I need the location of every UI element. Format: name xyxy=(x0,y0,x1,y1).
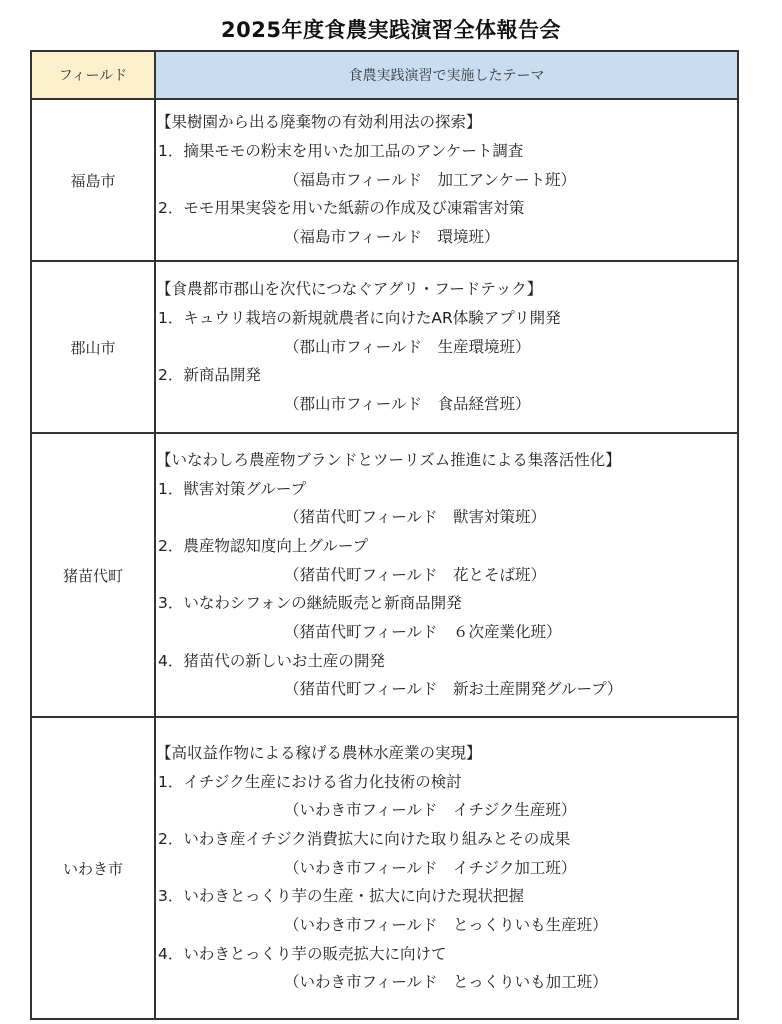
item-team: （いわき市フィールド とっくりいも生産班） xyxy=(284,916,608,935)
item-team: （郡山市フィールド 生産環境班） xyxy=(284,337,531,356)
report-table xyxy=(30,50,739,1020)
field-cell: いわき市 xyxy=(31,717,155,1019)
field-cell: 猪苗代町 xyxy=(31,433,155,717)
theme-heading: 【果樹園から出る廃棄物の有効利用法の探索】 xyxy=(156,113,482,132)
item-team: （福島市フィールド 加工アンケート班） xyxy=(284,170,577,189)
item-team: （猪苗代町フィールド 新お土産開発グループ） xyxy=(284,680,623,699)
theme-cell xyxy=(155,261,738,433)
item-title: 1．獣害対策グループ xyxy=(158,479,307,498)
item-title: 4．いわきとっくり芋の販売拡大に向けて xyxy=(158,944,447,963)
item-team: （福島市フィールド 環境班） xyxy=(284,228,500,247)
item-team: （いわき市フィールド とっくりいも加工班） xyxy=(284,973,608,992)
header-theme: 食農実践演習で実施したテーマ xyxy=(155,51,738,99)
item-team: （郡山市フィールド 食品経営班） xyxy=(284,395,531,414)
theme-cell xyxy=(155,717,738,1019)
item-title: 2．いわき産イチジク消費拡大に向けた取り組みとその成果 xyxy=(158,829,571,848)
table-row xyxy=(31,717,738,1019)
page-title: 2025年度食農実践演習全体報告会 xyxy=(221,18,561,42)
item-title: 1．キュウリ栽培の新規就農者に向けたAR体験アプリ開発 xyxy=(158,308,561,327)
table-row xyxy=(31,433,738,717)
table-header-row xyxy=(31,51,738,99)
theme-heading: 【いなわしろ農産物ブランドとツーリズム推進による集落活性化】 xyxy=(156,450,621,469)
item-title: 3．いわきとっくり芋の生産・拡大に向けた現状把握 xyxy=(158,887,525,906)
theme-cell xyxy=(155,99,738,261)
item-team: （猪苗代町フィールド 獣害対策班） xyxy=(284,508,546,527)
theme-heading: 【高収益作物による稼げる農林水産業の実現】 xyxy=(156,743,482,762)
item-title: 2．モモ用果実袋を用いた紙薪の作成及び凍霜害対策 xyxy=(158,199,525,218)
item-team: （いわき市フィールド イチジク加工班） xyxy=(284,858,577,877)
header-field: フィールド xyxy=(31,51,155,99)
table-row xyxy=(31,261,738,433)
item-title: 1．イチジク生産における省力化技術の検討 xyxy=(158,772,462,791)
item-title: 4．猪苗代の新しいお土産の開発 xyxy=(158,651,385,670)
item-team: （いわき市フィールド イチジク生産班） xyxy=(284,801,577,820)
field-cell: 福島市 xyxy=(31,99,155,261)
item-team: （猪苗代町フィールド 花とそば班） xyxy=(284,565,546,584)
theme-cell xyxy=(155,433,738,717)
theme-heading: 【食農都市郡山を次代につなぐアグリ・フードテック】 xyxy=(156,280,543,299)
field-cell: 郡山市 xyxy=(31,261,155,433)
item-title: 3．いなわシフォンの継続販売と新商品開発 xyxy=(158,594,462,613)
item-title: 1．摘果モモの粉末を用いた加工品のアンケート調査 xyxy=(158,141,524,160)
item-title: 2．農産物認知度向上グループ xyxy=(158,536,369,555)
item-team: （猪苗代町フィールド ６次産業化班） xyxy=(284,623,562,642)
table-row xyxy=(31,99,738,261)
item-title: 2．新商品開発 xyxy=(158,366,261,385)
